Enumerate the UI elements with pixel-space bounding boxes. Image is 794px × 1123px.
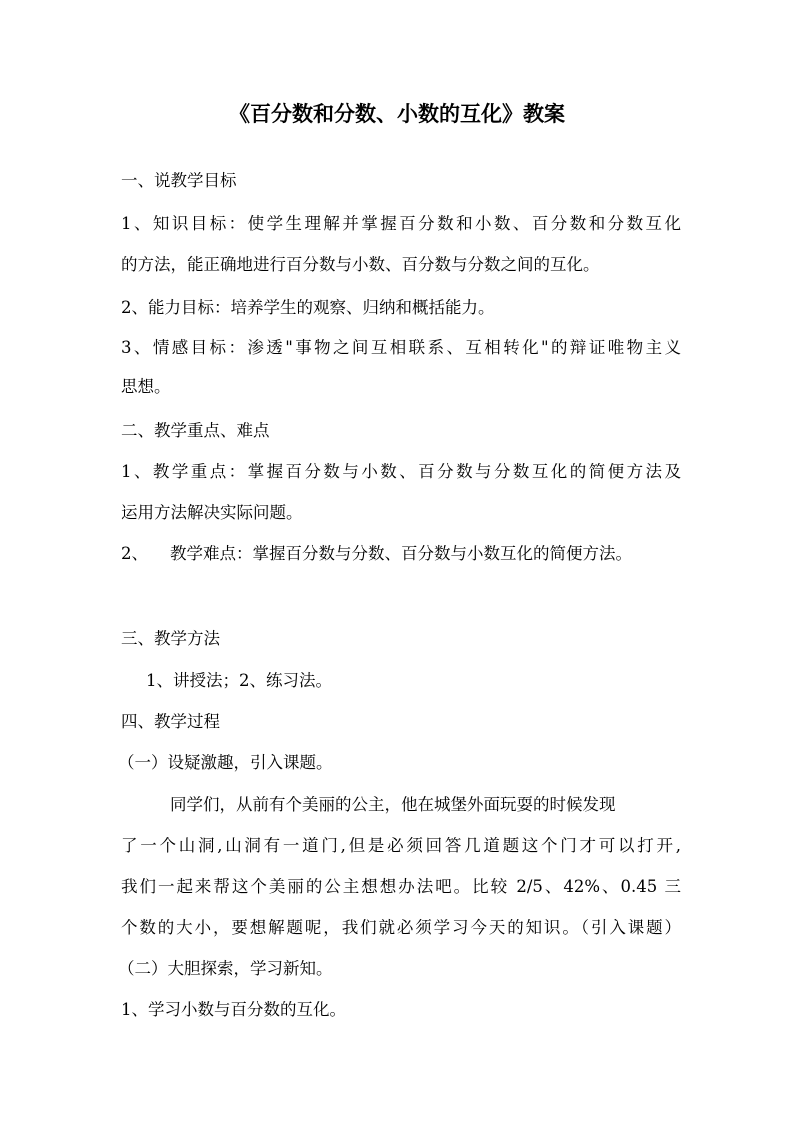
paragraph-line: 个数的大小，要想解题呢，我们就必须学习今天的知识。（引入课题）	[121, 918, 681, 937]
paragraph-line: 我们一起来帮这个美丽的公主想想办法吧。比较 2/5、42%、0.45 三	[121, 877, 681, 896]
paragraph-line: 1、学习小数与百分数的互化。	[121, 1000, 346, 1019]
paragraph-line: 同学们，从前有个美丽的公主，他在城堡外面玩耍的时候发现	[170, 795, 616, 814]
paragraph-line: 思想。	[121, 377, 171, 396]
paragraph-line: 1、讲授法；2、练习法。	[146, 671, 332, 690]
paragraph-line: 2、能力目标：培养学生的观察、归纳和概括能力。	[121, 298, 495, 317]
paragraph-line: 了一个山洞,山洞有一道门,但是必须回答几道题这个门才可以打开,	[121, 836, 681, 855]
paragraph-line: 1、知识目标：使学生理解并掌握百分数和小数、百分数和分数互化	[121, 214, 681, 233]
paragraph-line: 1、教学重点：掌握百分数与小数、百分数与分数互化的简便方法及	[121, 462, 681, 481]
subsection-heading: （一）设疑激趣，引入课题。	[118, 753, 333, 772]
section-heading-process: 四、教学过程	[121, 712, 220, 731]
paragraph-line: 的方法，能正确地进行百分数与小数、百分数与分数之间的互化。	[121, 255, 600, 274]
document-title: 《百分数和分数、小数的互化》教案	[229, 101, 565, 126]
paragraph-line: 3、情感目标：渗透"事物之间互相联系、互相转化"的辩证唯物主义	[121, 338, 681, 357]
section-heading-key-points: 二、教学重点、难点	[121, 421, 270, 440]
section-heading-objectives: 一、说教学目标	[121, 171, 237, 190]
section-heading-methods: 三、教学方法	[121, 629, 220, 648]
paragraph-line: 教学难点：掌握百分数与分数、百分数与小数互化的简便方法。	[170, 544, 632, 563]
subsection-heading: （二）大胆探索，学习新知。	[118, 959, 333, 978]
paragraph-line: 运用方法解决实际问题。	[121, 503, 303, 522]
list-number: 2、	[121, 544, 148, 563]
